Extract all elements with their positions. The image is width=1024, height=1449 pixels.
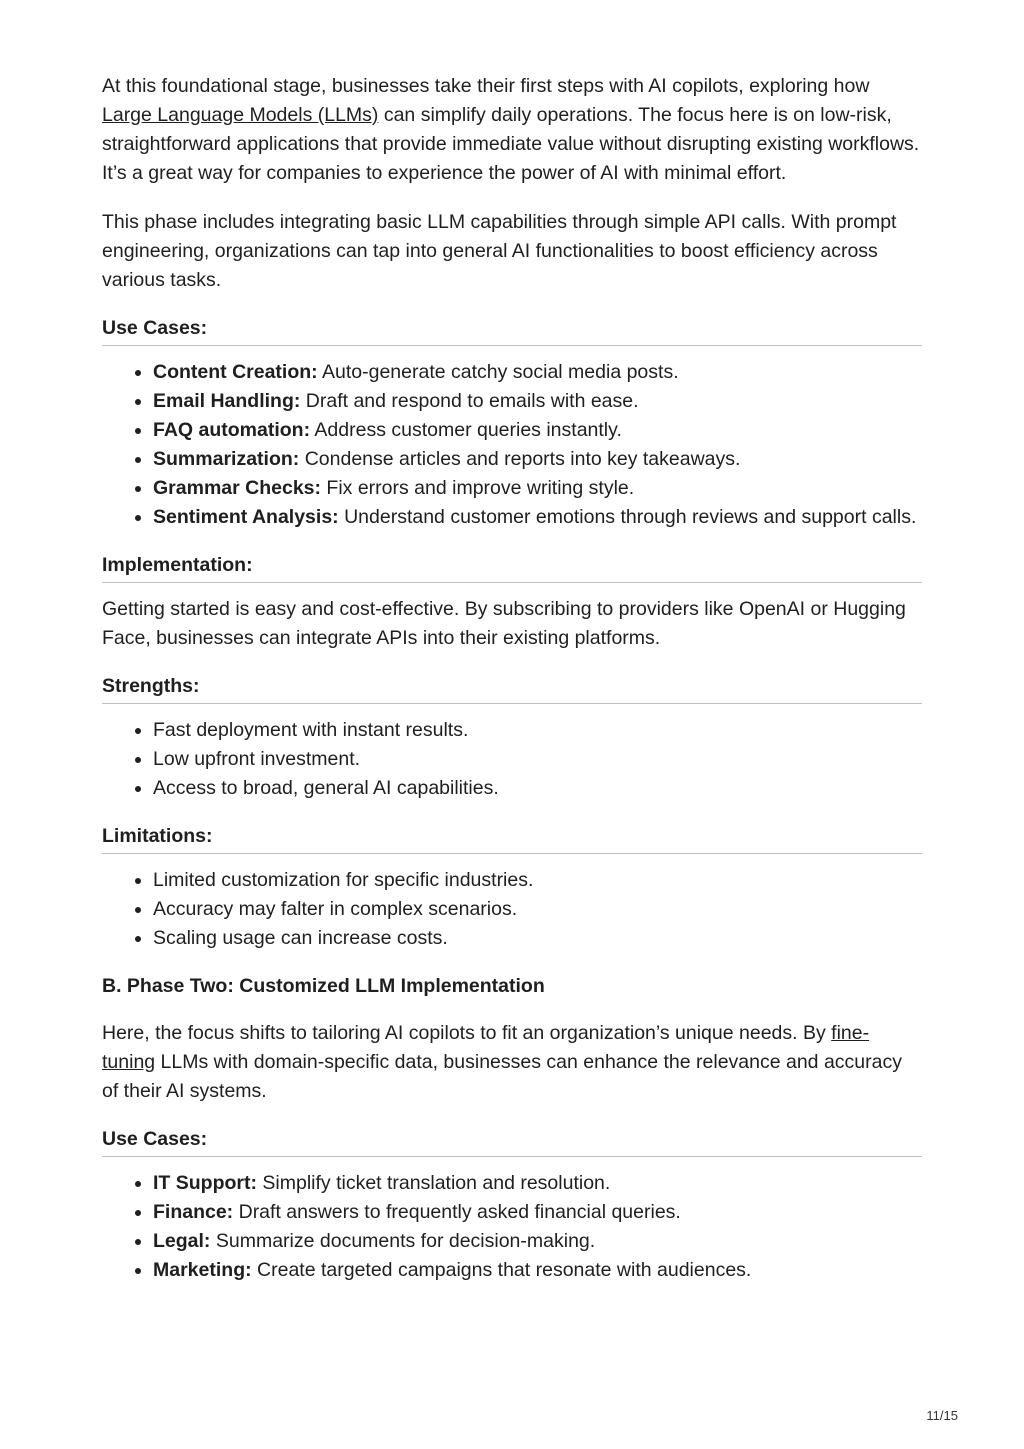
llms-link[interactable]: Large Language Models (LLMs): [102, 104, 379, 126]
list-item-desc: Auto-generate catchy social media posts.: [317, 361, 679, 383]
implementation-heading: Implementation:: [102, 552, 922, 583]
phase-two-use-cases-list: [102, 1169, 922, 1285]
intro-text-before-link: At this foundational stage, businesses take their first steps with AI copilots, exploring how: [102, 75, 870, 97]
list-item-desc: Fix errors and improve writing style.: [321, 477, 635, 499]
list-item: [153, 1227, 922, 1256]
list-item-desc: Create targeted campaigns that resonate with audiences.: [251, 1259, 752, 1281]
list-item: [153, 1198, 922, 1227]
fine-tuning-link[interactable]: fine-tuning: [102, 1022, 870, 1073]
document-body: [102, 72, 922, 1305]
list-item: • Fast deployment with instant results.: [153, 716, 922, 745]
list-item: • Low upfront investment.: [153, 745, 922, 774]
list-item-term: Grammar Checks:: [153, 477, 321, 499]
list-item: [153, 474, 922, 503]
phase-two-use-cases-heading: Use Cases:: [102, 1126, 922, 1157]
limitations-heading: Limitations:: [102, 823, 922, 854]
limitations-list: [102, 866, 922, 953]
list-item: • Scaling usage can increase costs.: [153, 924, 922, 953]
list-item: [153, 1169, 922, 1198]
phase-two-paragraph: [102, 1019, 922, 1106]
list-item: [153, 358, 922, 387]
page-number: 11/15: [926, 1408, 958, 1423]
strengths-heading: Strengths:: [102, 673, 922, 704]
list-item: [153, 503, 922, 532]
list-item: [153, 387, 922, 416]
use-cases-list: [102, 358, 922, 532]
phase-two-heading: B. Phase Two: Customized LLM Implementation: [102, 975, 545, 997]
implementation-paragraph: Getting started is easy and cost-effective. By subscribing to providers like OpenAI or Hugging Face, businesses can integrate APIs into their existing platforms.: [102, 598, 906, 649]
list-item: • Limited customization for specific industries.: [153, 866, 922, 895]
list-item: [153, 445, 922, 474]
intro-paragraph-2: This phase includes integrating basic LLM capabilities through simple API calls. With prompt engineering, organizations can tap into general AI functionalities to boost efficiency across various tasks.: [102, 211, 897, 291]
list-item-term: Sentiment Analysis:: [153, 506, 339, 528]
list-item-desc: Draft answers to frequently asked financial queries.: [233, 1201, 681, 1223]
list-item: • Access to broad, general AI capabilities.: [153, 774, 922, 803]
phase-two-text-before-link: Here, the focus shifts to tailoring AI copilots to fit an organization’s unique needs. By: [102, 1022, 832, 1044]
list-item-term: FAQ automation:: [153, 419, 311, 441]
list-item-term: Content Creation:: [153, 361, 318, 383]
phase-two-text-after-link: LLMs with domain-specific data, businesses can enhance the relevance and accuracy of their AI systems.: [102, 1051, 902, 1102]
list-item-term: IT Support:: [153, 1172, 257, 1194]
list-item-term: Finance:: [153, 1201, 234, 1223]
list-item: • Accuracy may falter in complex scenarios.: [153, 895, 922, 924]
use-cases-heading: Use Cases:: [102, 315, 922, 346]
list-item-desc: Draft and respond to emails with ease.: [300, 390, 639, 412]
intro-paragraph-1: [102, 72, 922, 188]
strengths-list: [102, 716, 922, 803]
list-item-term: Summarization:: [153, 448, 300, 470]
list-item-term: Marketing:: [153, 1259, 252, 1281]
list-item: [153, 416, 922, 445]
intro-text-after-link: can simplify daily operations. The focus here is on low-risk, straightforward applications that provide immediate value without disrupting existing workflows. It’s a great way for companies to experience the power of AI with minimal effort.: [102, 104, 920, 184]
list-item-term: Legal:: [153, 1230, 211, 1252]
list-item-desc: Summarize documents for decision-making.: [210, 1230, 596, 1252]
list-item-term: Email Handling:: [153, 390, 301, 412]
list-item-desc: Understand customer emotions through reviews and support calls.: [338, 506, 917, 528]
list-item-desc: Address customer queries instantly.: [310, 419, 622, 441]
list-item-desc: Simplify ticket translation and resolution.: [256, 1172, 611, 1194]
list-item: [153, 1256, 922, 1285]
list-item-desc: Condense articles and reports into key takeaways.: [299, 448, 741, 470]
